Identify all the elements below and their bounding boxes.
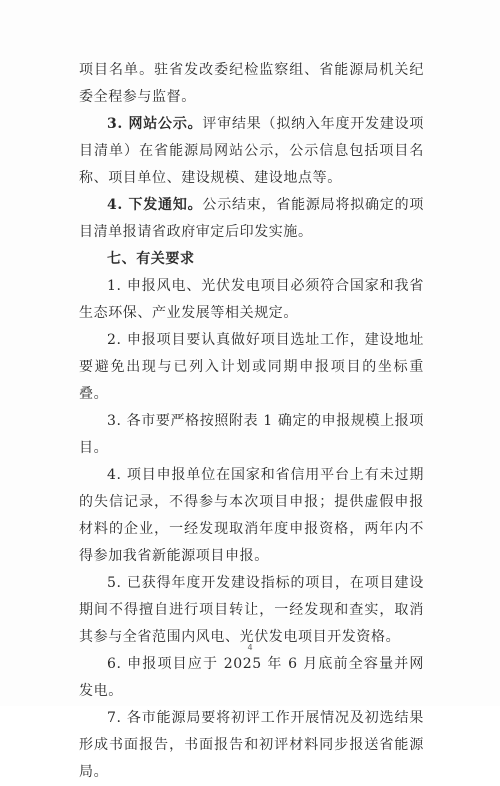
requirement-1: 1. 申报风电、光伏发电项目必须符合国家和我省生态环保、产业发展等相关规定。: [79, 278, 424, 321]
paragraph-lead: 4. 下发通知。: [107, 197, 203, 213]
section-heading: 七、有关要求: [107, 251, 195, 267]
requirement-6: 6. 申报项目应于 2025 年 6 月底前全容量并网发电。: [79, 656, 424, 699]
paragraph-lead: 3. 网站公示。: [107, 116, 203, 132]
requirement-2: 2. 申报项目要认真做好项目选址工作，建设地址要避免出现与已列入计划或同期申报项目的坐标重叠。: [79, 332, 424, 402]
requirement-5: 5. 已获得年度开发建设指标的项目，在项目建设期间不得擅自进行项目转让，一经发现和查实，取消其参与全省范围内风电、光伏发电项目开发资格。: [79, 575, 424, 645]
paragraph-issue-notice: [79, 192, 424, 246]
paragraph-body: 公示结束，省能源局将拟确定的项目清单报请省政府审定后印发实施。: [79, 197, 424, 240]
requirement-7: 7. 各市能源局要将初评工作开展情况及初选结果形成书面报告，书面报告和初评材料同步报送省能源局。: [79, 710, 424, 780]
paragraph-website-publicity: [79, 111, 424, 192]
page-number: 4: [247, 643, 253, 652]
document-body: [79, 57, 424, 786]
requirement-4: 4. 项目申报单位在国家和省信用平台上有未过期的失信记录，不得参与本次项目申报；提供虚假申报材料的企业，一经发现取消年度申报资格，两年内不得参加我省新能源项目申报。: [79, 467, 424, 564]
paragraph-body: 评审结果（拟纳入年度开发建设项目清单）在省能源局网站公示，公示信息包括项目名称、项目单位、建设规模、建设地点等。: [79, 116, 424, 186]
paragraph-continued: 项目名单。驻省发改委纪检监察组、省能源局机关纪委全程参与监督。: [79, 62, 424, 105]
requirement-3: 3. 各市要严格按照附表 1 确定的申报规模上报项目。: [79, 413, 424, 456]
